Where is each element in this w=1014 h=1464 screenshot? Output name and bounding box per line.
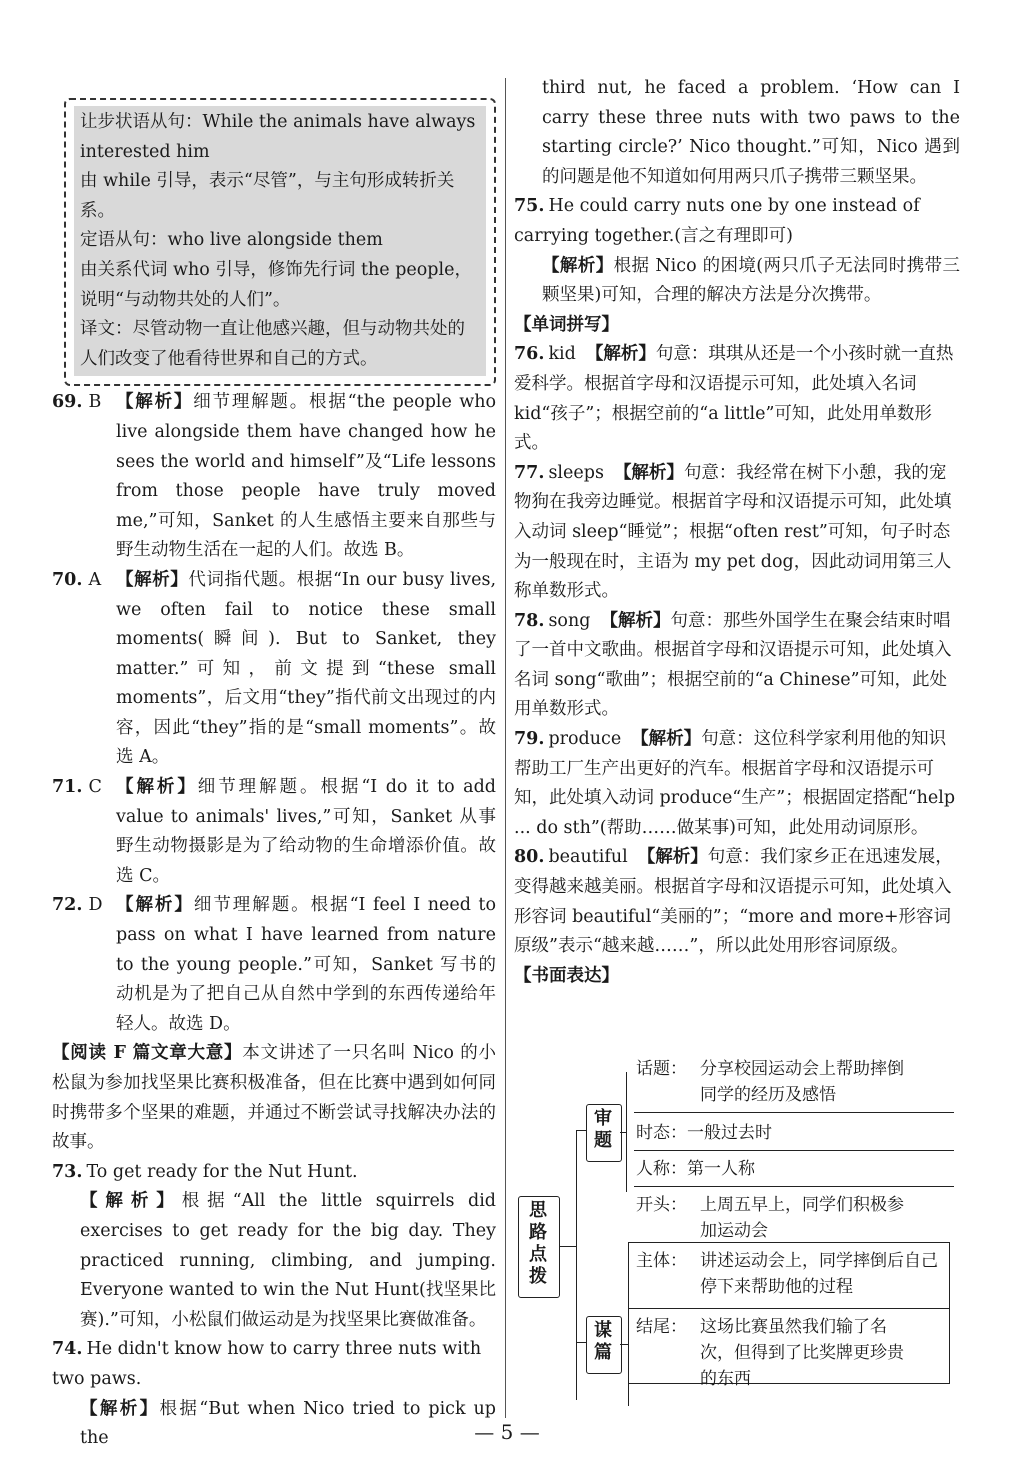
analysis-tag: 【解析】 [80,1398,160,1419]
spell-item-76 [514,340,960,458]
section-writing: 【书面表达】 [514,965,619,986]
connector [626,1072,627,1192]
box-line: 由关系代词 who 引导，修饰先行词 the people，说明“与动物共处的人们”。 [80,259,472,310]
row-label: 时态： [636,1123,687,1143]
row-label: 主体： [636,1251,687,1271]
connector [576,1342,586,1343]
analysis-text: 根据 Nico 的困境(两只爪子无法同时携带三颗坚果)可知，合理的解决方法是分次携带。 [542,255,961,306]
analysis-75 [514,252,960,311]
mindmap-opening-text: 上周五早上，同学们积极参加运动会 [700,1195,904,1241]
row-text: 第一人称 [687,1159,755,1179]
analysis-tag: 【解析】 [637,847,708,868]
analysis-tag: 【解析】 [600,610,671,631]
spell-item-78 [514,607,960,725]
analysis-text: 细节理解题。根据“I do it to add value to animals' lives,”可知，Sanket 从事野生动物摄影是为了给动物的生命增添价值。故选 C。 [116,777,496,886]
analysis-text: 根据“All the little squirrels did exercises to get ready for the big day. They practiced running, climbing, and jumping. Everyone wanted to win the Nut Hunt(找坚果比赛).”可知，小松鼠们做运动是为找坚果比赛做准备。 [80,1191,496,1330]
row-text: 一般过去时 [687,1123,772,1143]
item-number: 79. [514,729,545,750]
box-line: 由 while 引导，表示“尽管”，与主句形成转折关系。 [80,171,455,221]
divider [634,1150,954,1151]
item-number: 69. [52,392,83,413]
item-answer: He could carry nuts one by one instead of carrying together.(言之有理即可) [514,196,920,246]
analysis-73 [52,1187,496,1335]
row-label: 话题： [636,1059,687,1079]
row-label: 开头： [636,1195,687,1215]
mindmap-row-body [636,1248,687,1274]
section-word-spelling: 【单词拼写】 [514,314,619,335]
item-answer: song [548,610,591,631]
item-number: 74. [52,1339,83,1360]
answer-item-74 [52,1335,496,1394]
connector [620,1344,628,1345]
divider [628,1308,950,1309]
analysis-text: 细节理解题。根据“I feel I need to pass on what I have learned from nature to the young people.”可知，Sanket 写书的动机是为了把自己从自然中学到的东西传递给年轻人。故选 D。 [116,895,496,1034]
mindmap-topic-text: 分享校园运动会上帮助摔倒同学的经历及感悟 [700,1059,904,1105]
mindmap-row-tense [636,1120,772,1146]
writing-mindmap [514,1052,964,1412]
item-option: D [88,895,103,916]
item-option: B [88,392,102,413]
analysis-tag: 【解析】 [542,255,614,276]
summary-text: 本文讲述了一只名叫 Nico 的小松鼠为参加找坚果比赛积极准备，但在比赛中遇到如何同时携带多个坚果的难题，并通过不断尝试寻找解决办法的故事。 [52,1043,496,1153]
box-line: 定语从句：who live alongside them [80,230,383,251]
answer-item-71 [52,773,496,891]
right-column [514,74,960,991]
row-label: 结尾： [636,1317,687,1337]
answer-item-70 [52,566,496,773]
spell-item-80 [514,843,960,961]
item-number: 72. [52,895,83,916]
answer-item-73 [52,1158,496,1188]
analysis-74-continued [514,74,960,192]
item-number: 80. [514,847,545,868]
mindmap-body-text: 讲述运动会上，同学摔倒后自己停下来帮助他的过程 [700,1251,938,1297]
divider [634,1186,954,1187]
answer-item-75 [514,192,960,251]
left-column [52,98,496,1454]
answer-item-72 [52,891,496,1039]
analysis-text: 根据“But when Nico tried to pick up the [80,1398,496,1449]
analysis-text: 句意：我们家乡正在迅速发展，变得越来越美丽。根据首字母和汉语提示可知，此处填入形容词 beautiful“美丽的”；“more and more+形容词原级”表示“越来越……”，所以此处用形容词原级。 [514,847,953,957]
analysis-text: 句意：我经常在树下小憩，我的宠物狗在我旁边睡觉。根据首字母和汉语提示可知，此处填入动词 sleep“睡觉”；根据“often rest”可知，句子时态为一般现在时，主语为 my pet dog，因此动词用第三人称单数形式。 [514,462,952,602]
mindmap-root-label: 思路点拨 [529,1200,547,1287]
mindmap-row-opening [636,1192,687,1218]
item-number: 76. [514,344,545,365]
analysis-tag: 【解析】 [613,462,684,483]
analysis-text: third nut, he faced a problem. ‘How can I carry these three nuts with two paws to the starting circle?’ Nico thought.”可知，Nico 遇到的问题是他不知道如何用两只爪子携带三颗坚果。 [542,78,960,187]
item-number: 78. [514,610,545,631]
connector [620,1132,626,1133]
item-number: 73. [52,1161,83,1182]
analysis-tag: 【解析】 [116,777,198,798]
analysis-text: 句意：这位科学家利用他的知识帮助工厂生产出更好的汽车。根据首字母和汉语提示可知，此处填入动词 produce“生产”；根据固定搭配“help ... do sth”(帮助……做某事)可知，此处用动词原形。 [514,729,956,838]
answer-item-69 [52,388,496,566]
item-answer: beautiful [548,847,628,868]
analysis-text: 代词指代题。根据“In our busy lives, we often fail to notice these small moments(瞬间). But to Sanket, they matter.”可知，前文提到“these small moments”，后文用“they”指代前文出现过的内容，因此“they”指的是“small moments”。故选 A。 [116,569,497,768]
item-number: 71. [52,777,83,798]
connector [576,1130,586,1131]
connector [560,1246,576,1247]
mindmap-branch-plan: 谋篇 [594,1320,612,1363]
item-number: 70. [52,569,83,590]
analysis-text: 句意：那些外国学生在聚会结束时唱了一首中文歌曲。根据首字母和汉语提示可知，此处填入名词 song“歌曲”；根据空前的“a Chinese”可知，此处用单数形式。 [514,610,952,720]
item-answer: To get ready for the Nut Hunt. [86,1161,358,1182]
mindmap-ending-text: 这场比赛虽然我们输了名次，但得到了比奖牌更珍贵的东西 [700,1317,904,1389]
mindmap-row-ending [636,1314,687,1340]
analysis-tag: 【解析】 [116,569,189,590]
analysis-text: 句意：琪琪从还是一个小孩时就一直热爱科学。根据首字母和汉语提示可知，此处填入名词 kid“孩子”；根据空前的“a little”可知，此处用单数形式。 [514,344,954,454]
item-option: A [88,569,102,590]
analysis-tag: 【解析】 [585,344,656,365]
item-number: 75. [514,196,545,217]
column-divider [505,78,506,1418]
summary-tag: 【阅读 F 篇文章大意】 [52,1043,243,1064]
reading-f-summary [52,1039,496,1157]
item-number: 77. [514,462,545,483]
item-answer: produce [548,729,622,750]
box-line: 让步状语从句：While the animals have always interested him [80,112,476,162]
grammar-note-box [64,98,496,386]
analysis-tag: 【解析】 [80,1191,182,1212]
mindmap-branch-audit: 审题 [594,1108,612,1151]
row-label: 人称： [636,1159,687,1179]
spell-item-77 [514,459,960,607]
item-answer: sleeps [548,462,604,483]
analysis-text: 细节理解题。根据“the people who live alongside them have changed how he sees the world and himself”及“Life lessons from those people have truly moved me,”可知，Sanket 的人生感悟主要来自那些与野生动物生活在一起的人们。故选 B。 [116,392,496,561]
page-number: — 5 — [474,1420,540,1444]
spell-item-79 [514,725,960,843]
box-line: 译文：尽管动物一直让他感兴趣，但与动物共处的人们改变了他看待世界和自己的方式。 [80,319,465,369]
item-answer: kid [548,344,576,365]
item-option: C [88,777,102,798]
mindmap-row-person [636,1156,755,1182]
analysis-tag: 【解析】 [116,392,194,413]
item-answer: He didn't know how to carry three nuts with two paws. [52,1339,482,1389]
connector [576,1130,577,1400]
analysis-tag: 【解析】 [116,895,194,916]
analysis-tag: 【解析】 [631,729,702,750]
divider [634,1112,954,1113]
